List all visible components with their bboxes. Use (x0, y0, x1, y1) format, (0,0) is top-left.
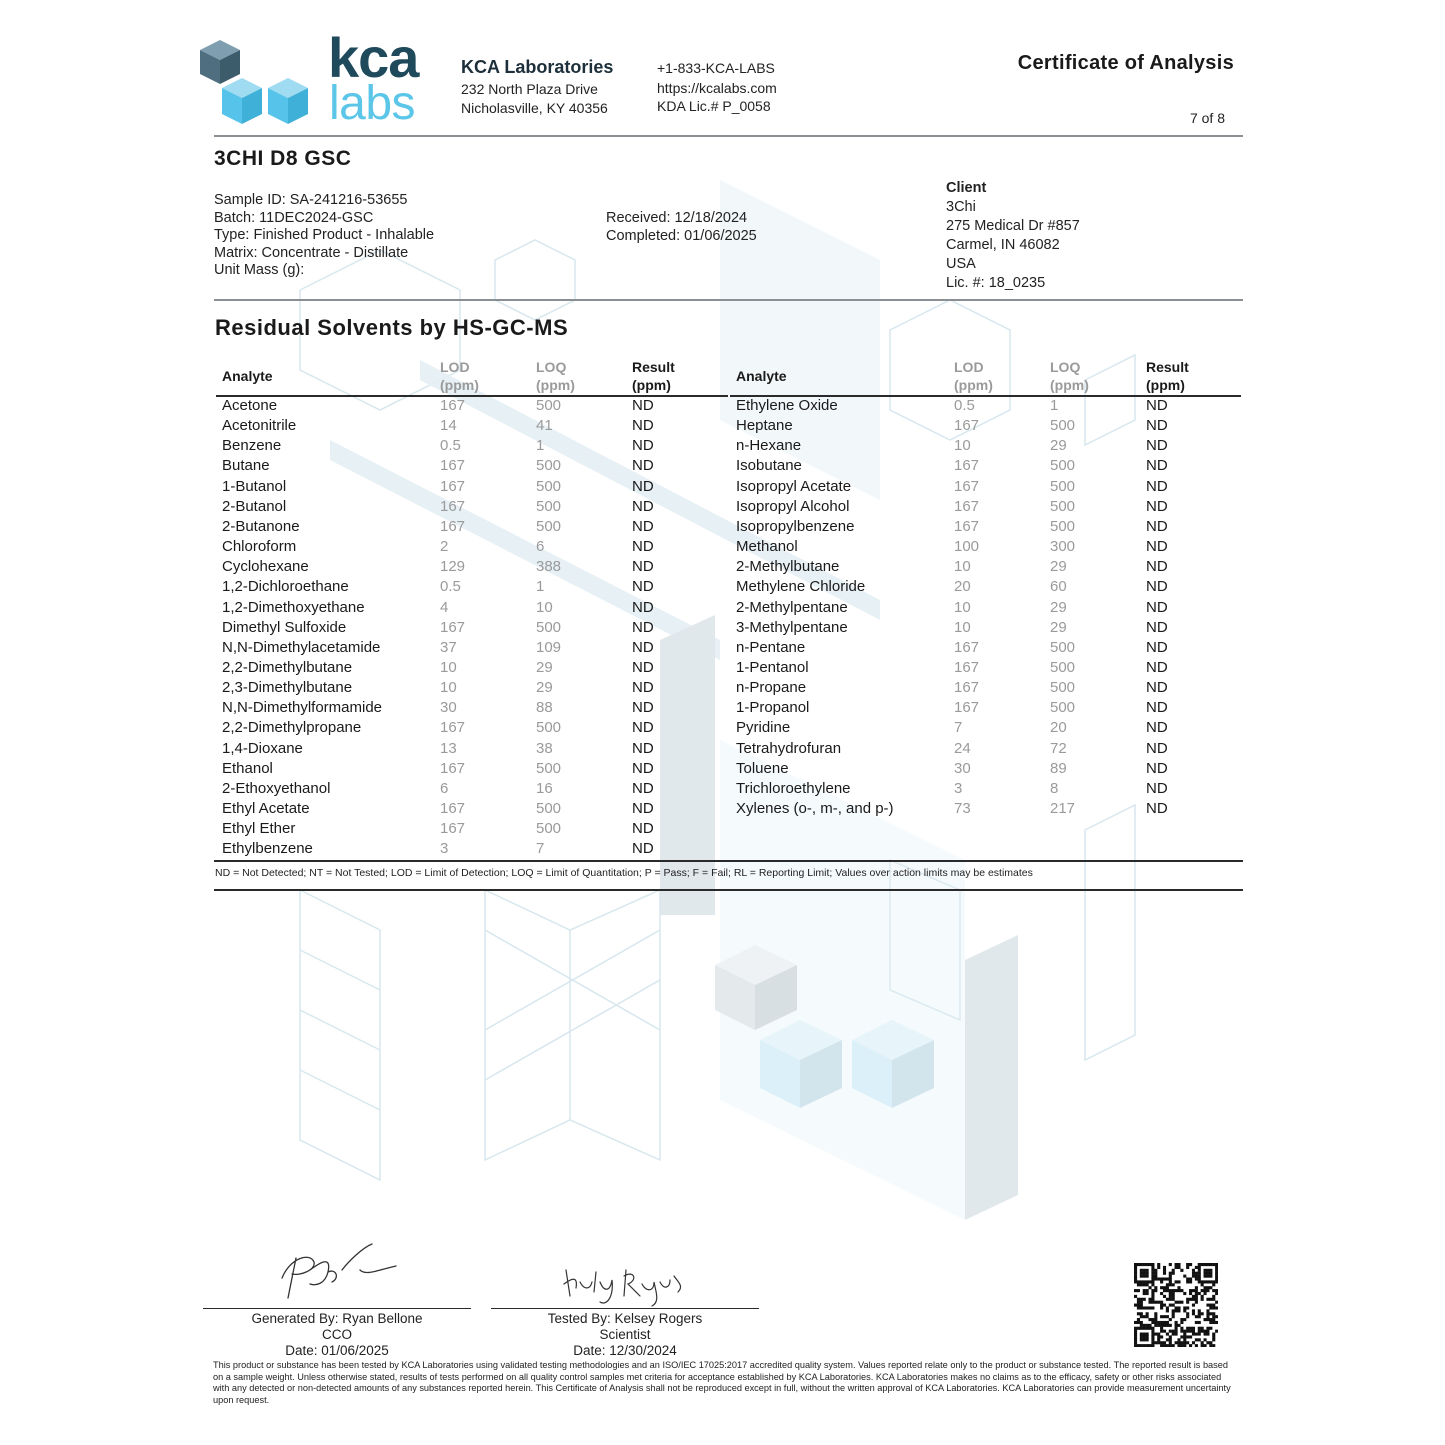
info-divider (214, 299, 1243, 301)
left-header-lod-label: LOD (440, 359, 470, 375)
analyte-cell: n-Hexane (736, 437, 802, 455)
analyte-cell: Ethanol (222, 759, 273, 777)
right-table-row (0, 759, 1445, 779)
result-cell: ND (632, 437, 654, 455)
analyte-cell: Chloroform (222, 538, 297, 556)
lod-cell: 13 (440, 739, 457, 757)
signer-2-title: Scientist (599, 1327, 651, 1342)
loq-cell: 500 (1050, 457, 1076, 475)
batch: Batch: 11DEC2024-GSC (214, 209, 374, 226)
lod-cell: 4 (440, 598, 449, 616)
loq-cell: 500 (536, 517, 562, 535)
lod-cell: 167 (954, 417, 980, 435)
right-table-row (0, 497, 1445, 517)
lod-cell: 167 (954, 497, 980, 515)
left-header-analyte: Analyte (222, 368, 273, 384)
right-table-row (0, 618, 1445, 638)
left-header-loq-label: LOQ (536, 359, 567, 375)
result-cell: ND (1146, 658, 1168, 676)
result-cell: ND (632, 739, 654, 757)
right-table-row (0, 598, 1445, 618)
unit-mass: Unit Mass (g): (214, 262, 305, 278)
lab-address-line2: Nicholasville, KY 40356 (461, 100, 608, 116)
loq-cell: 500 (536, 719, 562, 737)
right-header-lod-label: LOD (954, 359, 984, 375)
analyte-cell: 1,2-Dimethoxyethane (222, 598, 365, 616)
analyte-cell: 1,4-Dioxane (222, 739, 303, 757)
loq-cell: 500 (1050, 477, 1076, 495)
result-cell: ND (632, 699, 654, 717)
loq-cell: 217 (1050, 800, 1076, 817)
lod-cell: 73 (954, 800, 971, 817)
lod-cell: 129 (440, 558, 466, 576)
lod-cell: 0.5 (440, 578, 461, 596)
header (0, 0, 1445, 140)
lod-cell: 10 (954, 618, 971, 636)
result-cell: ND (632, 618, 654, 636)
lod-cell: 167 (440, 457, 466, 475)
signer-1-title: CCO (322, 1327, 352, 1342)
loq-cell: 500 (1050, 638, 1076, 656)
logo-text-labs: labs (329, 77, 416, 130)
lod-cell: 167 (954, 638, 980, 656)
analyte-cell: Ethylene Oxide (736, 397, 838, 414)
received-date: Received: 12/18/2024 (606, 210, 748, 226)
right-header-lod (954, 358, 993, 394)
analyte-cell: Isopropyl Acetate (736, 477, 852, 495)
lod-cell: 167 (440, 800, 466, 817)
loq-cell: 500 (536, 477, 562, 495)
lod-cell: 20 (954, 578, 971, 596)
lod-cell: 167 (440, 477, 466, 495)
loq-cell: 29 (536, 658, 553, 676)
result-cell: ND (1146, 719, 1168, 737)
left-table-header (0, 358, 1445, 398)
client-country: USA (946, 256, 976, 272)
right-header-result-unit: (ppm) (1146, 377, 1185, 393)
result-cell: ND (632, 598, 654, 616)
analyte-cell: 2,2-Dimethylpropane (222, 719, 362, 737)
loq-cell: 500 (1050, 699, 1076, 717)
analyte-cell: N,N-Dimethylacetamide (222, 638, 381, 656)
right-header-lod-unit: (ppm) (954, 377, 993, 393)
lod-cell: 24 (954, 739, 971, 757)
lod-cell: 30 (954, 759, 971, 777)
loq-cell: 29 (1050, 598, 1067, 616)
analyte-cell: Pyridine (736, 719, 791, 737)
result-cell: ND (632, 638, 654, 656)
loq-cell: 500 (1050, 679, 1076, 697)
loq-cell: 38 (536, 739, 553, 757)
loq-cell: 109 (536, 638, 562, 656)
result-cell: ND (632, 800, 654, 817)
right-header-loq-label: LOQ (1050, 359, 1081, 375)
analyte-cell: Ethyl Acetate (222, 800, 310, 817)
loq-cell: 388 (536, 558, 562, 576)
right-table-row (0, 436, 1445, 456)
analyte-cell: Methanol (736, 538, 798, 556)
loq-cell: 500 (1050, 417, 1076, 435)
lod-cell: 167 (440, 397, 466, 414)
signer-1-name: Generated By: Ryan Bellone (251, 1311, 423, 1326)
result-cell: ND (1146, 800, 1168, 817)
result-cell: ND (1146, 437, 1168, 455)
analyte-cell: 1,2-Dichloroethane (222, 578, 349, 596)
result-cell: ND (1146, 779, 1168, 797)
disclaimer-text: This product or substance has been tested by KCA Laboratories using validated testing methodologies and an ISO/IEC 17025:2017 accredited quality system. Values reported relate only to the product or substance tested. The reported result is based on a sample weight. Unless otherwise stated, results of tests performed on all quality control samples met criteria for acceptance established by KCA Laboratories. KCA Laboratories makes no claims as to the efficacy, safety or other risks associated with any detected or non-detected amounts of any substances reported herein. This Certificate of Analysis shall not be reproduced except in full, without the written approval of KCA Laboratories. KCA Laboratories can provide measurement uncertainty upon request. (213, 1360, 1231, 1405)
left-header-result-label: Result (632, 359, 675, 375)
lod-cell: 3 (440, 840, 449, 858)
date-info (606, 210, 757, 245)
client-city: Carmel, IN 46082 (946, 237, 1060, 253)
result-cell: ND (1146, 497, 1168, 515)
result-cell: ND (1146, 598, 1168, 616)
right-header-result (1146, 358, 1189, 394)
analyte-cell: Tetrahydrofuran (736, 739, 842, 757)
loq-cell: 500 (1050, 497, 1076, 515)
analyte-cell: N,N-Dimethylformamide (222, 699, 383, 717)
analyte-cell: 2-Butanol (222, 497, 287, 515)
analyte-cell: Acetone (222, 397, 278, 414)
left-header-loq-unit: (ppm) (536, 377, 575, 393)
result-cell: ND (632, 759, 654, 777)
right-table-row (0, 678, 1445, 698)
analyte-cell: Toluene (736, 759, 789, 777)
left-header-loq (536, 358, 575, 394)
loq-cell: 6 (536, 538, 545, 556)
right-table-row (0, 799, 1445, 819)
signature-line-1 (203, 1308, 471, 1309)
lod-cell: 2 (440, 538, 449, 556)
loq-cell: 500 (536, 618, 562, 636)
analyte-cell: Trichloroethylene (736, 779, 851, 797)
analyte-cell: Isopropylbenzene (736, 517, 855, 535)
result-cell: ND (632, 840, 654, 858)
analyte-cell: Acetonitrile (222, 417, 297, 435)
loq-cell: 500 (536, 820, 562, 838)
right-table-row (0, 698, 1445, 718)
loq-cell: 500 (536, 397, 562, 414)
result-cell: ND (632, 517, 654, 535)
right-header-analyte: Analyte (736, 368, 787, 384)
lod-cell: 167 (440, 759, 466, 777)
sample-type: Type: Finished Product - Inhalable (214, 227, 435, 243)
right-header-loq (1050, 358, 1089, 394)
result-cell: ND (1146, 558, 1168, 576)
signer-2-name: Tested By: Kelsey Rogers (547, 1311, 703, 1326)
result-cell: ND (632, 558, 654, 576)
loq-cell: 29 (1050, 558, 1067, 576)
loq-cell: 72 (1050, 739, 1067, 757)
analyte-cell: 2-Methylbutane (736, 558, 840, 576)
result-cell: ND (1146, 477, 1168, 495)
result-cell: ND (632, 658, 654, 676)
right-header-loq-unit: (ppm) (1050, 377, 1089, 393)
analyte-cell: 2-Butanone (222, 517, 300, 535)
result-cell: ND (1146, 759, 1168, 777)
table-bottom-rule (214, 860, 1243, 862)
loq-cell: 500 (536, 497, 562, 515)
result-cell: ND (1146, 578, 1168, 596)
analyte-cell: Butane (222, 457, 270, 475)
lod-cell: 6 (440, 779, 449, 797)
loq-cell: 20 (1050, 719, 1067, 737)
analyte-cell: Heptane (736, 417, 793, 435)
signature-ryan-bellone (270, 1240, 410, 1306)
right-table-row (0, 718, 1445, 738)
signer-2-date: Date: 12/30/2024 (573, 1343, 677, 1358)
loq-cell: 29 (1050, 618, 1067, 636)
page-indicator: 7 of 8 (1189, 110, 1225, 126)
result-cell: ND (632, 417, 654, 435)
sample-matrix: Matrix: Concentrate - Distillate (214, 244, 409, 261)
lod-cell: 3 (954, 779, 963, 797)
right-table-row (0, 517, 1445, 537)
lod-cell: 167 (954, 658, 980, 676)
section-title: Residual Solvents by HS-GC-MS (215, 315, 569, 340)
analyte-cell: 3-Methylpentane (736, 618, 848, 636)
signature-block-1 (203, 1311, 471, 1359)
lab-website-link[interactable]: https://kcalabs.com (657, 80, 777, 96)
client-license: Lic. #: 18_0235 (946, 275, 1046, 291)
lod-cell: 167 (954, 457, 980, 475)
analyte-cell: Ethylbenzene (222, 840, 313, 858)
abbreviation-footnote: ND = Not Detected; NT = Not Tested; LOD = Limit of Detection; LOQ = Limit of Quantitation; P = Pass; F = Fail; RL = Reporting Limit; Values over action limits may be estimates (215, 867, 1033, 879)
loq-cell: 29 (1050, 437, 1067, 455)
result-cell: ND (632, 477, 654, 495)
analyte-cell: Methylene Chloride (736, 578, 866, 596)
right-table-row (0, 477, 1445, 497)
analyte-cell: 2,3-Dimethylbutane (222, 679, 353, 697)
analyte-cell: Isobutane (736, 457, 802, 475)
lod-cell: 10 (440, 679, 457, 697)
result-cell: ND (1146, 679, 1168, 697)
client-heading: Client (946, 180, 987, 196)
lod-cell: 0.5 (440, 437, 461, 455)
result-cell: ND (632, 397, 654, 414)
analyte-cell: Ethyl Ether (222, 820, 296, 838)
lod-cell: 167 (954, 679, 980, 697)
loq-cell: 500 (536, 800, 562, 817)
analyte-cell: Xylenes (o-, m-, and p-) (736, 800, 894, 817)
analyte-cell: Isopropyl Alcohol (736, 497, 850, 515)
analyte-cell: n-Propane (736, 679, 807, 697)
result-cell: ND (1146, 457, 1168, 475)
analyte-cell: 1-Pentanol (736, 658, 809, 676)
left-header-result-unit: (ppm) (632, 377, 671, 393)
lab-license: KDA Lic.# P_0058 (657, 98, 771, 114)
right-table-row (0, 396, 1445, 416)
lod-cell: 167 (440, 517, 466, 535)
lod-cell: 30 (440, 699, 457, 717)
analyte-cell: Cyclohexane (222, 558, 309, 576)
client-street: 275 Medical Dr #857 (946, 218, 1080, 234)
result-cell: ND (632, 779, 654, 797)
loq-cell: 1 (1050, 397, 1059, 414)
lod-cell: 10 (954, 437, 971, 455)
loq-cell: 7 (536, 840, 545, 858)
analyte-cell: Dimethyl Sulfoxide (222, 618, 347, 636)
result-cell: ND (1146, 417, 1168, 435)
right-table-row (0, 638, 1445, 658)
right-table-row (0, 739, 1445, 759)
lod-cell: 10 (954, 598, 971, 616)
footnote-bottom-rule (214, 889, 1243, 891)
lod-cell: 10 (440, 658, 457, 676)
lab-name: KCA Laboratories (461, 57, 614, 77)
lod-cell: 167 (440, 820, 466, 838)
lod-cell: 167 (440, 497, 466, 515)
right-table-row (0, 456, 1445, 476)
left-header-lod (440, 358, 479, 394)
analyte-cell: 1-Propanol (736, 699, 810, 717)
lod-cell: 0.5 (954, 397, 975, 414)
client-info (946, 179, 1080, 293)
loq-cell: 41 (536, 417, 553, 435)
lod-cell: 100 (954, 538, 980, 556)
loq-cell: 88 (536, 699, 553, 717)
signature-line-2 (491, 1308, 759, 1309)
lod-cell: 167 (954, 517, 980, 535)
left-header-lod-unit: (ppm) (440, 377, 479, 393)
document-title: Certificate of Analysis (1017, 52, 1234, 74)
result-cell: ND (632, 578, 654, 596)
right-table-row (0, 557, 1445, 577)
analyte-cell: 1-Butanol (222, 477, 287, 495)
analyte-cell: Benzene (222, 437, 282, 455)
result-cell: ND (1146, 397, 1168, 414)
loq-cell: 16 (536, 779, 553, 797)
analyte-cell: 2-Ethoxyethanol (222, 779, 331, 797)
loq-cell: 500 (536, 759, 562, 777)
result-cell: ND (632, 497, 654, 515)
result-cell: ND (632, 820, 654, 838)
result-cell: ND (632, 679, 654, 697)
lab-address-line1: 232 North Plaza Drive (461, 81, 598, 97)
result-cell: ND (1146, 699, 1168, 717)
lod-cell: 167 (440, 719, 466, 737)
lab-phone[interactable]: +1-833-KCA-LABS (657, 60, 775, 76)
right-table-row (0, 416, 1445, 436)
lod-cell: 10 (954, 558, 971, 576)
loq-cell: 500 (1050, 517, 1076, 535)
lod-cell: 7 (954, 719, 963, 737)
lod-cell: 167 (954, 477, 980, 495)
loq-cell: 500 (536, 457, 562, 475)
result-cell: ND (1146, 517, 1168, 535)
right-table-row (0, 658, 1445, 678)
left-table-row (0, 839, 1445, 859)
signer-1-date: Date: 01/06/2025 (285, 1343, 389, 1358)
loq-cell: 60 (1050, 578, 1067, 596)
loq-cell: 300 (1050, 538, 1076, 556)
completed-date: Completed: 01/06/2025 (606, 227, 757, 244)
right-table-row (0, 779, 1445, 799)
lod-cell: 167 (440, 618, 466, 636)
loq-cell: 1 (536, 437, 545, 455)
right-table-row (0, 577, 1445, 597)
loq-cell: 500 (1050, 658, 1076, 676)
lod-cell: 37 (440, 638, 457, 656)
loq-cell: 8 (1050, 779, 1059, 797)
kca-logo-cubes (198, 38, 316, 128)
lod-cell: 167 (954, 699, 980, 717)
right-table-row (0, 537, 1445, 557)
result-cell: ND (1146, 538, 1168, 556)
logo-text-kca: kca (328, 26, 419, 89)
loq-cell: 1 (536, 578, 545, 596)
result-cell: ND (632, 719, 654, 737)
analyte-cell: 2,2-Dimethylbutane (222, 658, 353, 676)
product-name: 3CHI D8 GSC (214, 147, 352, 170)
result-cell: ND (632, 538, 654, 556)
sample-info (214, 192, 434, 280)
sample-id: Sample ID: SA-241216-53655 (214, 192, 408, 208)
loq-cell: 89 (1050, 759, 1067, 777)
left-header-result (632, 358, 675, 394)
signature-kelsey-rogers (560, 1262, 690, 1308)
result-cell: ND (1146, 739, 1168, 757)
client-name: 3Chi (946, 199, 976, 215)
loq-cell: 29 (536, 679, 553, 697)
right-header-result-label: Result (1146, 359, 1189, 375)
qr-code[interactable] (1134, 1263, 1218, 1347)
analyte-cell: n-Pentane (736, 638, 806, 656)
loq-cell: 10 (536, 598, 553, 616)
lod-cell: 14 (440, 417, 457, 435)
left-table-row (0, 819, 1445, 839)
result-cell: ND (1146, 638, 1168, 656)
header-divider (214, 135, 1243, 137)
analyte-cell: 2-Methylpentane (736, 598, 848, 616)
result-cell: ND (1146, 618, 1168, 636)
signature-block-2 (491, 1311, 759, 1359)
result-cell: ND (632, 457, 654, 475)
